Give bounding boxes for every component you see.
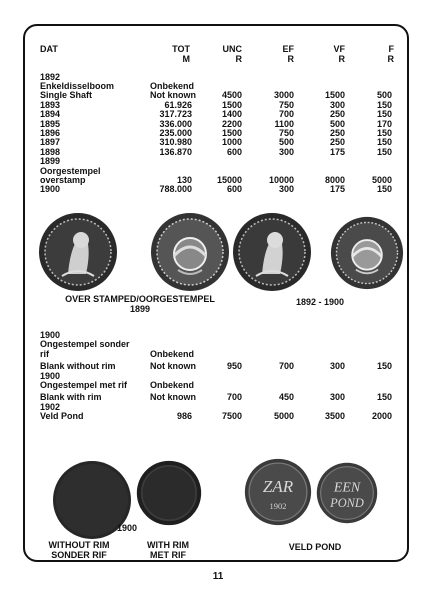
- cell-unc: 1400: [221, 109, 242, 120]
- coin-kruger-obverse-overstamp: [38, 212, 118, 292]
- caption-year-range: 1892 - 1900: [295, 297, 345, 307]
- cell-unc: 600: [226, 146, 242, 157]
- caption-with-rim: WITH RIM: [147, 540, 189, 550]
- coin-kruger-obverse: [232, 212, 312, 292]
- cell-ef: 3000: [273, 90, 294, 101]
- header-ef-unit: R: [287, 54, 294, 64]
- header-vf: VF: [333, 44, 345, 54]
- header-unc: UNC: [222, 44, 242, 54]
- caption-met-rif: MET RIF: [150, 550, 186, 560]
- cell-unc: 4500: [221, 90, 242, 101]
- cell-tot: Not known: [150, 361, 196, 372]
- cell-ef: 5000: [273, 411, 294, 422]
- row-label: Blank without rim: [40, 361, 116, 372]
- svg-text:ZAR: ZAR: [262, 477, 294, 496]
- cell-vf: 175: [329, 146, 345, 157]
- coin-arms-reverse-overstamp: [150, 212, 230, 292]
- coin-arms-reverse: [330, 216, 404, 290]
- cell-f: 170: [376, 118, 392, 129]
- caption-1900: 1900: [117, 523, 138, 533]
- row-label: 1897: [40, 137, 61, 148]
- cell-ef: 300: [278, 146, 294, 157]
- cell-unc: 7500: [221, 411, 242, 422]
- row-label: Ongestempel met rif: [40, 380, 128, 390]
- cell-tot: 788.000: [159, 184, 192, 195]
- caption-over-stamped-year: 1899: [129, 304, 151, 314]
- cell-tot: 310.980: [159, 137, 192, 148]
- header-tot: TOT: [172, 44, 190, 54]
- coin-veld-pond-obverse: [244, 458, 312, 526]
- cell-unc: 1500: [221, 99, 242, 110]
- cell-ef: 750: [278, 128, 294, 138]
- page-number: 11: [212, 571, 224, 582]
- row-label: Veld Pond: [40, 411, 84, 422]
- row-label: 1900: [40, 330, 61, 340]
- coin-blank-with-rim: [136, 460, 202, 526]
- header-f-unit: R: [387, 54, 394, 64]
- cell-tot: Not known: [150, 392, 196, 403]
- cell-f: 150: [376, 99, 392, 110]
- cell-vf: 3500: [324, 411, 345, 422]
- cell-unc: 950: [226, 361, 242, 372]
- cell-unc: 15000: [216, 175, 242, 185]
- cell-vf: 500: [329, 118, 345, 129]
- row-label: Enkeldisselboom: [40, 81, 115, 91]
- cell-vf: 8000: [324, 175, 345, 185]
- table1-year-title: 1892: [40, 72, 61, 82]
- caption-without-rim: WITHOUT RIM: [48, 540, 110, 550]
- cell-vf: 1500: [324, 90, 345, 101]
- cell-ef: 700: [278, 361, 294, 372]
- row-label: 1898: [40, 146, 61, 157]
- cell-tot: Not known: [150, 90, 196, 101]
- cell-tot: 130: [176, 175, 192, 185]
- cell-f: 150: [376, 392, 392, 403]
- header-tot-unit: M: [182, 54, 190, 64]
- row-label: 1896: [40, 128, 61, 138]
- row-label: overstamp: [40, 175, 86, 185]
- cell-tot: 317.723: [159, 109, 192, 120]
- row-label: Single Shaft: [40, 90, 93, 101]
- row-label: 1899: [40, 156, 61, 167]
- cell-vf: 250: [329, 128, 345, 138]
- cell-vf: 300: [329, 392, 345, 403]
- header-ef: EF: [282, 44, 294, 54]
- cell-f: 2000: [371, 411, 392, 422]
- cell-unc: 1500: [221, 128, 242, 138]
- cell-unc: 600: [226, 184, 242, 195]
- cell-ef: 300: [278, 184, 294, 195]
- row-label: 1902: [40, 401, 61, 412]
- cell-ef: 750: [278, 99, 294, 110]
- cell-vf: 300: [329, 361, 345, 372]
- cell-ef: 10000: [268, 175, 294, 185]
- caption-veld-pond: VELD POND: [288, 542, 342, 552]
- cell-ef: 450: [278, 392, 294, 403]
- cell-tot: 336.000: [159, 118, 192, 129]
- cell-tot: Onbekend: [150, 81, 195, 91]
- svg-text:POND: POND: [330, 495, 364, 510]
- cell-ef: 700: [278, 109, 294, 120]
- cell-unc: 1000: [221, 137, 242, 148]
- row-label: 1900: [40, 370, 61, 381]
- cell-f: 150: [376, 184, 392, 195]
- row-label: 1893: [40, 99, 61, 110]
- row-label: Blank with rim: [40, 392, 102, 403]
- cell-tot: 235.000: [159, 128, 192, 138]
- cell-f: 150: [376, 109, 392, 120]
- cell-f: 5000: [371, 175, 392, 185]
- cell-f: 150: [376, 137, 392, 148]
- row-label: 1900: [40, 184, 61, 195]
- cell-f: 150: [376, 128, 392, 138]
- row-label: 1895: [40, 118, 61, 129]
- row-label: Ongestempel sonder: [40, 339, 130, 350]
- cell-tot: 986: [176, 411, 192, 422]
- cell-tot: 136.870: [159, 146, 192, 157]
- cell-ef: 1100: [274, 118, 294, 129]
- cell-vf: 250: [329, 137, 345, 148]
- svg-text:EEN: EEN: [333, 480, 361, 496]
- caption-over-stamped: OVER STAMPED/OORGESTEMPEL: [65, 294, 215, 304]
- cell-f: 150: [376, 361, 392, 372]
- cell-unc: 700: [226, 392, 242, 403]
- cell-unc: 2200: [221, 118, 242, 129]
- cell-vf: 300: [329, 99, 345, 110]
- header-f: F: [388, 44, 394, 54]
- cell-tot: Onbekend: [150, 348, 195, 359]
- header-dat: DAT: [40, 44, 58, 54]
- cell-vf: 250: [329, 109, 345, 120]
- caption-sonder-rif: SONDER RIF: [51, 550, 107, 560]
- cell-tot: Onbekend: [150, 380, 195, 390]
- cell-f: 150: [376, 146, 392, 157]
- cell-vf: 175: [329, 184, 345, 195]
- header-vf-unit: R: [338, 54, 345, 64]
- row-label: rif: [40, 348, 49, 359]
- header-unc-unit: R: [235, 54, 242, 64]
- coin-veld-pond-reverse: [316, 462, 378, 524]
- cell-f: 500: [376, 90, 392, 101]
- svg-text:1902: 1902: [269, 501, 287, 511]
- cell-ef: 500: [278, 137, 294, 148]
- cell-tot: 61.926: [164, 99, 192, 110]
- row-label: 1894: [40, 109, 61, 120]
- row-label: Oorgestempel: [40, 165, 101, 176]
